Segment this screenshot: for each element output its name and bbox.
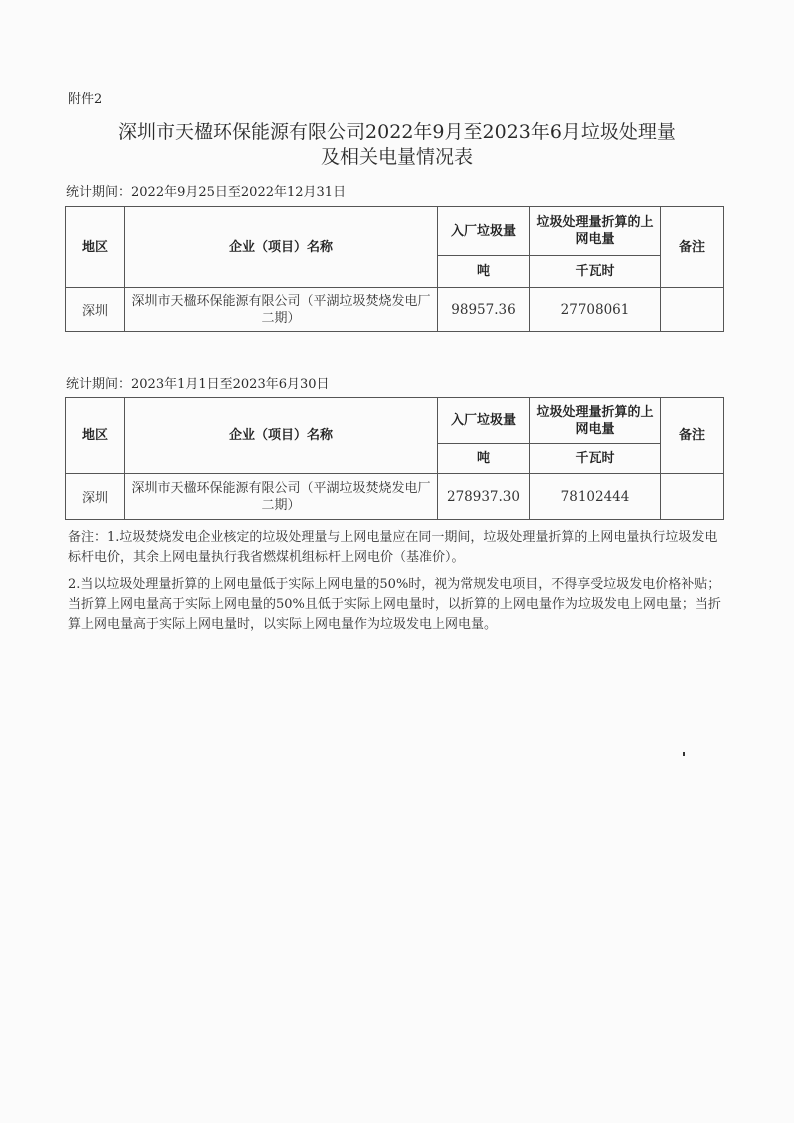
cell-waste-in: 98957.36 xyxy=(438,288,530,332)
statistics-period-1: 统计期间：2022年9月25日至2022年12月31日 xyxy=(66,185,347,200)
scan-speck xyxy=(683,752,685,756)
table-row xyxy=(66,474,724,520)
waste-power-table-2 xyxy=(65,397,724,520)
document-title-line1: 深圳市天楹环保能源有限公司2022年9月至2023年6月垃圾处理量 xyxy=(118,121,676,143)
cell-region: 深圳 xyxy=(66,474,125,520)
header-region: 地区 xyxy=(66,398,125,474)
cell-company-name: 深圳市天楹环保能源有限公司（平湖垃圾焚烧发电厂二期） xyxy=(125,288,438,332)
header-region: 地区 xyxy=(66,207,125,288)
cell-company-name: 深圳市天楹环保能源有限公司（平湖垃圾焚烧发电厂二期） xyxy=(125,474,438,520)
attachment-label: 附件2 xyxy=(68,92,103,107)
note-2: 2.当以垃圾处理量折算的上网电量低于实际上网电量的50%时，视为常规发电项目，不得享受垃圾发电价格补贴；当折算上网电量高于实际上网电量的50%且低于实际上网电量时，以折算的上网电量作为垃圾发电上网电量；当折算上网电量高于实际上网电量时，以实际上网电量作为垃圾发电上网电量。 xyxy=(68,577,721,632)
header-converted-power: 垃圾处理量折算的上网电量 xyxy=(530,207,661,256)
header-converted-power: 垃圾处理量折算的上网电量 xyxy=(530,398,661,444)
waste-power-table-1 xyxy=(65,206,724,332)
header-remark: 备注 xyxy=(661,207,724,288)
cell-converted-power: 27708061 xyxy=(530,288,661,332)
cell-remark xyxy=(661,474,724,520)
header-remark: 备注 xyxy=(661,398,724,474)
header-company-name: 企业（项目）名称 xyxy=(125,207,438,288)
header-waste-in: 入厂垃圾量 xyxy=(438,207,530,256)
header-unit-ton: 吨 xyxy=(438,256,530,288)
cell-region: 深圳 xyxy=(66,288,125,332)
table-row xyxy=(66,288,724,332)
header-company-name: 企业（项目）名称 xyxy=(125,398,438,474)
header-unit-ton: 吨 xyxy=(438,444,530,474)
document-title-line2: 及相关电量情况表 xyxy=(320,146,473,168)
header-waste-in: 入厂垃圾量 xyxy=(438,398,530,444)
header-unit-kwh: 千瓦时 xyxy=(530,256,661,288)
header-unit-kwh: 千瓦时 xyxy=(530,444,661,474)
cell-remark xyxy=(661,288,724,332)
cell-converted-power: 78102444 xyxy=(530,474,661,520)
cell-waste-in: 278937.30 xyxy=(438,474,530,520)
note-1: 备注：1.垃圾焚烧发电企业核定的垃圾处理量与上网电量应在同一期间，垃圾处理量折算的上网电量执行垃圾发电标杆电价，其余上网电量执行我省燃煤机组标杆上网电价（基准价）。 xyxy=(68,530,718,565)
statistics-period-2: 统计期间：2023年1月1日至2023年6月30日 xyxy=(66,377,330,392)
